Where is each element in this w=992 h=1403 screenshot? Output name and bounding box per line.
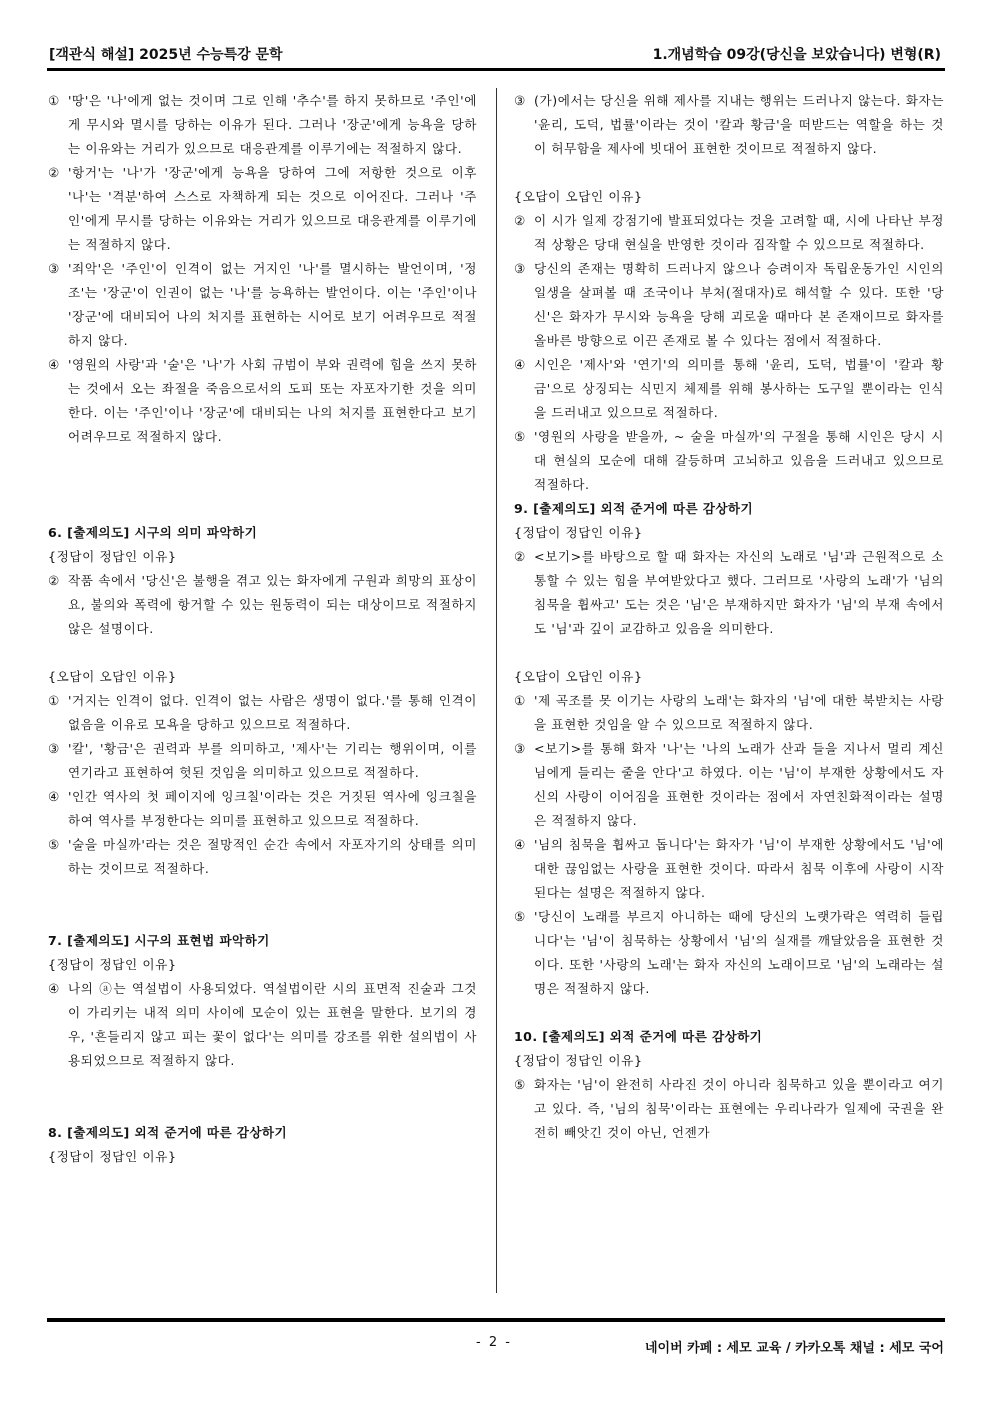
item-number: ①: [514, 693, 526, 708]
item-text: '항거'는 '나'가 '장군'에게 능욕을 당하여 그에 저항한 것으로 이후 '나'는 '격분'하여 스스로 자책하게 되는 것으로 이어진다. 그러나 '주인'에게 무시를 당하는 이유와는 거리가 있으므로 대응관계를 이루기에는 적절하지 않다.: [68, 165, 477, 252]
explanation-item: [514, 353, 944, 425]
item-number: ③: [48, 261, 60, 276]
item-number: ②: [514, 213, 526, 228]
item-number: ③: [48, 741, 60, 756]
explanation-item: [514, 905, 944, 1001]
explanation-item: [48, 89, 477, 161]
footer-rule: [47, 1318, 945, 1322]
header-lesson: 1.개념학습 09강(당신을 보았습니다) 변형(R): [652, 47, 941, 63]
item-text: 이 시가 일제 강점기에 발표되었다는 것을 고려할 때, 시에 나타난 부정적 상황은 당대 현실을 반영한 것이라 짐작할 수 있으므로 적절하다.: [534, 213, 944, 252]
right-column: [514, 89, 944, 1145]
explanation-item: [514, 425, 944, 497]
explanation-item: [514, 689, 944, 737]
explanation-item: [514, 737, 944, 833]
item-text: 당신의 존재는 명확히 드러나지 않으나 승려이자 독립운동가인 시인의 일생을 살펴볼 때 조국이나 부처(절대자)로 해석할 수 있다. 또한 '당신'은 화자가 무시와 능욕을 당해 괴로울 때마다 본 존재이므로 화자를 올바른 방향으로 이끈 존재로 볼 수 있다는 점에서 적절하다.: [534, 261, 944, 348]
explanation-item: [48, 257, 477, 353]
item-number: ④: [48, 357, 60, 372]
item-text: <보기>를 바탕으로 할 때 화자는 자신의 노래로 '님'과 근원적으로 소통할 수 있는 힘을 부여받았다고 했다. 그러므로 '사랑의 노래'가 '님의 침묵을 휩싸고' 도는 것은 '님'은 부재하지만 화자가 '님'의 부재 속에서도 '님'과 깊이 교감하고 있음을 의미한다.: [534, 549, 944, 636]
explanation-item: [48, 833, 477, 881]
q9-correct-list: [514, 545, 944, 641]
q9-correct-label: {정답이 정답인 이유}: [514, 525, 643, 540]
item-text: '죄악'은 '주인'이 인격이 없는 거지인 '나'를 멸시하는 발언이며, '정조'는 '장군'이 인권이 없는 '나'를 능욕하는 발언이다. 이는 '주인'이나 '장군'에 대비되어 나의 처지를 표현하는 시어로 보기 어려우므로 적절하지 않다.: [68, 261, 477, 348]
explanation-item: [48, 161, 477, 257]
item-text: <보기>를 통해 화자 '나'는 '나의 노래가 산과 들을 지나서 멀리 계신 님에게 들리는 줄을 안다'고 하였다. 이는 '님'이 부재한 상황에서도 자신의 사랑이 이어짐을 표현한 것이라는 점에서 자연친화적이라는 설명은 적절하지 않다.: [534, 741, 944, 828]
q8-wrong-label: {오답이 오답인 이유}: [514, 189, 643, 204]
item-text: 나의 ⓐ는 역설법이 사용되었다. 역설법이란 시의 표면적 진술과 그것이 가리키는 내적 의미 사이에 모순이 있는 표현을 말한다. 보기의 경우, '흔들리지 않고 피는 꽃이 없다'는 의미를 강조를 위한 설의법이 사용되었으므로 적절하지 않다.: [68, 981, 477, 1068]
item-number: ②: [514, 549, 526, 564]
footer-source: 네이버 카페 : 세모 교육 / 카카오톡 채널 : 세모 국어: [644, 1341, 944, 1356]
q6-title: 6. [출제의도] 시구의 의미 파악하기: [48, 525, 258, 540]
header-rule: [47, 68, 945, 71]
item-text: '영원의 사랑을 받을까, ~ 술을 마실까'의 구절을 통해 시인은 당시 시대 현실의 모순에 대해 갈등하며 고뇌하고 있음을 드러내고 있으므로 적절하다.: [534, 429, 944, 492]
explanation-item: [48, 353, 477, 449]
item-number: ⑤: [514, 909, 526, 924]
item-number: ③: [514, 261, 526, 276]
item-text: '인간 역사의 첫 페이지에 잉크칠'이라는 것은 거짓된 역사에 잉크칠을 하여 역사를 부정한다는 의미를 표현하고 있으므로 적절하다.: [68, 789, 477, 828]
item-number: ④: [514, 837, 526, 852]
header-title: [객관식 해설] 2025년 수능특강 문학: [49, 47, 283, 63]
item-number: ④: [48, 789, 60, 804]
q10-correct-list: [514, 1073, 944, 1145]
explanation-item: [514, 257, 944, 353]
item-number: ⑤: [48, 837, 60, 852]
explanation-item: [48, 569, 477, 641]
q8-correct-label: {정답이 정답인 이유}: [48, 1149, 177, 1164]
item-text: '영원의 사랑'과 '술'은 '나'가 사회 규범이 부와 권력에 힘을 쓰지 못하는 것에서 오는 좌절을 죽음으로서의 도피 또는 자포자기한 것을 의미한다. 이는 '주인'이나 '장군'에 대비되는 나의 처지를 표현한다고 보기 어려우므로 적절하지 않다.: [68, 357, 477, 444]
q9-wrong-list: [514, 689, 944, 1001]
item-text: '당신이 노래를 부르지 아니하는 때에 당신의 노랫가락은 역력히 들립니다'는 '님'이 침묵하는 상황에서 '님'의 실재를 깨달았음을 표현한 것이다. 또한 '사랑의 노래'는 화자 자신의 노래이므로 '님'의 노래라는 설명은 적절하지 않다.: [534, 909, 944, 996]
explanation-item: [514, 545, 944, 641]
page-header: [47, 42, 945, 64]
item-number: ③: [514, 741, 526, 756]
q9-title: 9. [출제의도] 외적 준거에 따른 감상하기: [514, 501, 754, 516]
explanation-item: [48, 785, 477, 833]
item-text: '땅'은 '나'에게 없는 것이며 그로 인해 '추수'를 하지 못하므로 '주인'에게 무시와 멸시를 당하는 이유가 된다. 그러나 '장군'에게 능욕을 당하는 이유와는 거리가 있으므로 대응관계를 이루기에는 적절하지 않다.: [68, 93, 477, 156]
page-number: - 2 -: [476, 1335, 512, 1350]
item-number: ④: [514, 357, 526, 372]
item-text: '술을 마실까'라는 것은 절망적인 순간 속에서 자포자기의 상태를 의미하는 것이므로 적절하다.: [68, 837, 477, 876]
explanation-item: [48, 737, 477, 785]
q5-explanations: [48, 89, 477, 449]
q8-correct-list: [514, 89, 944, 161]
item-number: ⑤: [514, 429, 526, 444]
q8-title: 8. [출제의도] 외적 준거에 따른 감상하기: [48, 1125, 288, 1140]
q7-correct-label: {정답이 정답인 이유}: [48, 957, 177, 972]
q10-correct-label: {정답이 정답인 이유}: [514, 1053, 643, 1068]
q7-correct-list: [48, 977, 477, 1073]
q6-correct-label: {정답이 정답인 이유}: [48, 549, 177, 564]
item-number: ①: [48, 93, 60, 108]
item-text: '님의 침묵을 휩싸고 돕니다'는 화자가 '님'이 부재한 상황에서도 '님'에 대한 끊임없는 사랑을 표현한 것이다. 따라서 침묵 이후에 사랑이 시작된다는 설명은 적절하지 않다.: [534, 837, 944, 900]
item-text: '칼', '황금'은 권력과 부를 의미하고, '제사'는 기리는 행위이며, 이를 연기라고 표현하여 헛된 것임을 의미하고 있으므로 적절하다.: [68, 741, 477, 780]
q9-wrong-label: {오답이 오답인 이유}: [514, 669, 643, 684]
item-number: ②: [48, 165, 60, 180]
explanation-item: [514, 89, 944, 161]
explanation-item: [514, 1073, 944, 1145]
item-text: '거지는 인격이 없다. 인격이 없는 사람은 생명이 없다.'를 통해 인격이 없음을 이유로 모욕을 당하고 있으므로 적절하다.: [68, 693, 477, 732]
explanation-item: [48, 689, 477, 737]
left-column: [48, 89, 477, 1169]
item-text: 작품 속에서 '당신'은 불행을 겪고 있는 화자에게 구원과 희망의 표상이요, 불의와 폭력에 항거할 수 있는 원동력이 되는 대상이므로 적절하지 않은 설명이다.: [68, 573, 477, 636]
q6-wrong-label: {오답이 오답인 이유}: [48, 669, 177, 684]
item-number: ①: [48, 693, 60, 708]
item-text: 화자는 '님'이 완전히 사라진 것이 아니라 침묵하고 있을 뿐이라고 여기고 있다. 즉, '님의 침묵'이라는 표현에는 우리나라가 일제에 국권을 완전히 빼앗긴 것이 아닌, 언젠가: [534, 1077, 944, 1140]
item-number: ⑤: [514, 1077, 526, 1092]
q6-wrong-list: [48, 689, 477, 881]
item-number: ③: [514, 93, 526, 108]
explanation-item: [48, 977, 477, 1073]
item-number: ④: [48, 981, 60, 996]
item-text: 시인은 '제사'와 '연기'의 의미를 통해 '윤리, 도덕, 법률'이 '칼과 황금'으로 상징되는 식민지 체제를 위해 봉사하는 도구일 뿐이라는 인식을 드러내고 있으므로 적절하다.: [534, 357, 944, 420]
item-text: (가)에서는 당신을 위해 제사를 지내는 행위는 드러나지 않는다. 화자는 '윤리, 도덕, 법률'이라는 것이 '칼과 황금'을 떠받드는 역할을 하는 것이 허무함을 제사에 빗대어 표현한 것이므로 적절하지 않다.: [534, 93, 944, 156]
explanation-item: [514, 209, 944, 257]
q10-title: 10. [출제의도] 외적 준거에 따른 감상하기: [514, 1029, 763, 1044]
item-number: ②: [48, 573, 60, 588]
q8-wrong-list: [514, 209, 944, 497]
q6-correct-list: [48, 569, 477, 641]
item-text: '제 곡조를 못 이기는 사랑의 노래'는 화자의 '님'에 대한 북받치는 사랑을 표현한 것임을 알 수 있으므로 적절하지 않다.: [534, 693, 944, 732]
explanation-item: [514, 833, 944, 905]
column-divider: [496, 88, 497, 1293]
q7-title: 7. [출제의도] 시구의 표현법 파악하기: [48, 933, 270, 948]
